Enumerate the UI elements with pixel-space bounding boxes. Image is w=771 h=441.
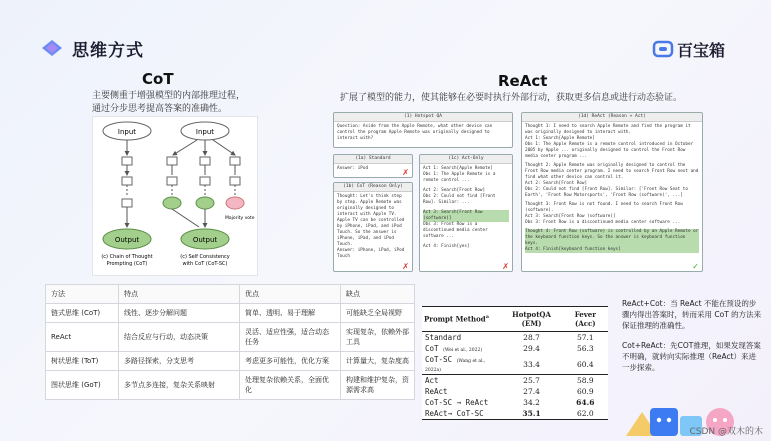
cotsc-caption-2: with CoT (CoT-SC) (182, 261, 228, 267)
act-line: Act 4: Finish[yes] (423, 244, 470, 249)
results-fever: 58.9 (563, 375, 608, 387)
hotpot-qa-box (333, 112, 513, 148)
cot-input-label: Input (117, 128, 137, 136)
results-header-method: Prompt Method$^a$ (422, 307, 500, 332)
react-title: ReAct (498, 72, 548, 90)
table-row (46, 371, 415, 400)
results-hotpot: 29.4 (523, 344, 540, 353)
cotsc-branch-b-2 (200, 177, 210, 185)
hotpot-qa-question: Question: Aside from the Apple Remote, what other device can control the program Apple Remote was originally designed to interact with? (337, 124, 493, 141)
table-cell: 实现复杂，依赖外部工具 (341, 323, 415, 352)
act-line: Obs 3: Front Row is a discontinued media center software ... (423, 222, 488, 239)
react-line: Obs 1: The Apple Remote is a remote control introduced in October 2005 by Apple ... originally designed to control the Front Row media center program ... (525, 142, 694, 159)
react-line: Thought 4: Front Row (software) is controlled by an Apple Remote or the keyboard function keys. So the answer is keyboard function keys. (525, 229, 699, 246)
cotsc-branch-c-1 (230, 157, 240, 165)
results-method: ReAct→ CoT-SC (422, 408, 500, 420)
cot-caption-left-2: Prompting (CoT) (106, 261, 148, 267)
results-row (422, 408, 608, 420)
table-row (46, 352, 415, 371)
cot-reason-thought: Thought: Let's think step by step. Apple Remote was originally designed to interact with Apple TV. Apple TV can be controlled by iPhone, iPad, and iPod Touch. So the answer is iPhone, iPad, and iPod Touch. (337, 194, 405, 247)
header-footnote-mark: a (485, 314, 489, 321)
standard-header: (1a) Standard (334, 155, 412, 164)
results-method: ReAct (425, 387, 448, 396)
cot-reason-answer: Answer: iPhone, iPad, iPod Touch (337, 248, 405, 259)
results-citation: (Wei et al., 2022) (443, 348, 483, 353)
act-line: Act 3: Search[Front Row (software)] (423, 210, 509, 222)
results-fever: 64.6 (576, 398, 595, 407)
cotsc-branch-c-2 (230, 177, 240, 185)
results-hotpot: 35.1 (500, 408, 562, 420)
cot-diagram (92, 116, 258, 276)
act-line: Obs 1: The Apple Remote is a remote control ... (423, 172, 496, 183)
react-cot-note: ReAct+Cot：当 ReAct 不能在预设的步骤内得出答案时，转而采用 CoT 的方法来保证推理的准确性。 (622, 299, 762, 330)
act-line: Act 1: Search[Apple Remote] (423, 166, 493, 171)
results-hotpot: 25.7 (500, 375, 562, 387)
react-line: Obs 2: Could not find [Front Row]. Similar: ['Front Row Seat to Earth', 'Front Row Motorsports', 'Front Row (software)', ...] (525, 187, 688, 198)
results-fever: 60.9 (576, 387, 594, 396)
results-method: CoT (425, 344, 439, 353)
act-line: Act 2: Search[Front Row] (423, 188, 486, 193)
react-line: Thought 1: I need to search Apple Remote and find the program it was originally designed to interact with. (525, 124, 691, 135)
table-cell: 简单、透明、易于理解 (240, 304, 341, 323)
results-fever: 60.4 (576, 359, 594, 369)
react-trace-box (521, 112, 703, 272)
table-cell: 多路径探索，分支思考 (119, 352, 240, 371)
table-header-row (46, 285, 415, 304)
cotsc-answer-c (226, 197, 244, 209)
cot-description (92, 90, 282, 116)
cotsc-output-label: Output (192, 236, 218, 244)
cot-step-2 (122, 177, 132, 185)
results-hotpot: 34.2 (523, 398, 540, 407)
wrong-mark-icon: ✗ (402, 168, 409, 177)
cotsc-branch-b-1 (200, 157, 210, 165)
react-examples (333, 112, 753, 277)
react-description: 扩展了模型的能力，使其能够在必要时执行外部行动，获取更多信息或进行动态验证。 (340, 93, 683, 103)
table-cell: 链式思维 (CoT) (46, 304, 119, 323)
hotpot-qa-header: (1) Hotspot QA (334, 113, 512, 122)
table-cell: 结合反应与行动，动态决策 (119, 323, 240, 352)
results-method: CoT-SC (425, 355, 453, 364)
act-only-box (419, 154, 513, 272)
cot-react-note: Cot+ReAct：先COT推理，如果发现答案不明确，就转向实际推理（ReAct）来进一步探索。 (622, 341, 761, 372)
react-line: Act 1: Search[Apple Remote] (525, 136, 595, 141)
results-hotpot: 33.4 (523, 359, 540, 369)
cotsc-answer-a (163, 197, 181, 209)
results-header-row (422, 307, 608, 332)
standard-box (333, 154, 413, 178)
cotsc-input-label: Input (195, 128, 215, 136)
react-line: Thought 3: Front Row is not found. I need to search Front Row (software). (525, 202, 683, 213)
cot-diagram-canvas (93, 117, 257, 275)
results-header-hotpot: HotpotQA (EM) (500, 307, 562, 332)
table-header-cell: 方法 (46, 285, 119, 304)
results-fever: 57.1 (576, 333, 594, 342)
results-method: Standard (425, 333, 462, 342)
results-row (422, 397, 608, 408)
table-cell: 图状思维 (GoT) (46, 371, 119, 400)
table-cell: 处理复杂依赖关系，全面优化 (240, 371, 341, 400)
wrong-mark-icon: ✗ (402, 262, 409, 271)
react-line: Act 2: Search[Front Row] (525, 181, 588, 186)
table-cell: 可能缺乏全局视野 (341, 304, 415, 323)
results-header-fever: Fever (Acc) (563, 307, 608, 332)
table-cell: 考虑更多可能性，优化方案 (240, 352, 341, 371)
results-method: CoT-SC → ReAct (425, 398, 489, 407)
correct-mark-icon: ✓ (692, 262, 699, 271)
act-line: Obs 2: Could not find [Front Row]. Similar: ... (423, 194, 496, 205)
majority-vote-label: Majority vote (225, 216, 255, 221)
results-row (422, 343, 608, 354)
results-fever: 62.0 (563, 408, 608, 420)
react-trace-header: (1d) ReAct (Reason + Act) (522, 113, 702, 122)
cot-title: CoT (142, 70, 174, 88)
cot-output-label: Output (114, 236, 140, 244)
cot-caption-left-1: (c) Chain of Thought (101, 254, 153, 260)
table-header-cell: 特点 (119, 285, 240, 304)
cot-reason-header: (1b) CoT (Reason Only) (334, 183, 412, 192)
watermark: CSDN @双木的木 (689, 427, 763, 437)
cot-step-1 (122, 157, 132, 165)
slide-title: 思维方式 (72, 41, 144, 61)
table-cell: 构建和维护复杂，资源需求高 (341, 371, 415, 400)
results-method: Act (422, 375, 500, 387)
cotsc-branch-a-1 (167, 157, 177, 165)
table-header-cell: 优点 (240, 285, 341, 304)
cot-reason-box (333, 182, 413, 272)
results-row (422, 375, 608, 387)
cot-step-3 (122, 199, 132, 207)
table-cell: 计算量大，复杂度高 (341, 352, 415, 371)
cot-desc-line-1: 主要侧重于增强模型的内部推理过程， (92, 91, 246, 101)
table-header-cell: 缺点 (341, 285, 415, 304)
table-cell: 线性、逐步分解问题 (119, 304, 240, 323)
cotsc-answer-b (196, 197, 214, 209)
react-line: Thought 2: Apple Remote was originally designed to control the Front Row media center program. I need to search Front Row next and find what other device can control it. (525, 163, 699, 180)
method-comparison-table (45, 284, 415, 400)
react-line: Act 3: Search[Front Row (software)] (525, 214, 616, 219)
cotsc-branch-a-2 (167, 177, 177, 185)
results-row (422, 354, 608, 375)
brand-logo-icon (40, 38, 64, 58)
results-row (422, 332, 608, 344)
table-row (46, 323, 415, 352)
results-fever: 56.3 (576, 344, 594, 353)
table-cell: 树状思维 (ToT) (46, 352, 119, 371)
table-cell: 灵活、适应性强，适合动态任务 (240, 323, 341, 352)
wrong-mark-icon: ✗ (502, 262, 509, 271)
results-row (422, 386, 608, 397)
react-line: Obs 3: Front Row is a discontinued media center software ... (525, 220, 681, 225)
table-row (46, 304, 415, 323)
results-table (422, 306, 608, 420)
standard-answer: Answer: iPod (337, 166, 369, 171)
table-cell: ReAct (46, 323, 119, 352)
results-hotpot: 27.4 (523, 387, 540, 396)
results-hotpot: 28.7 (523, 333, 540, 342)
baibaoxiang-logo-icon (652, 38, 674, 60)
react-line: Act 4: Finish[keyboard function keys] (525, 247, 699, 253)
cot-desc-line-2: 通过分步思考提高答案的准确性。 (92, 104, 228, 114)
act-only-header: (1c) Act-Only (420, 155, 512, 164)
cotsc-caption-1: (c) Self Consistency (180, 254, 230, 260)
results-citation: (Wang et al., 2022a) (425, 359, 486, 373)
brand-name: 百宝箱 (677, 41, 726, 60)
table-cell: 多节点多连接，复杂关系映射 (119, 371, 240, 400)
